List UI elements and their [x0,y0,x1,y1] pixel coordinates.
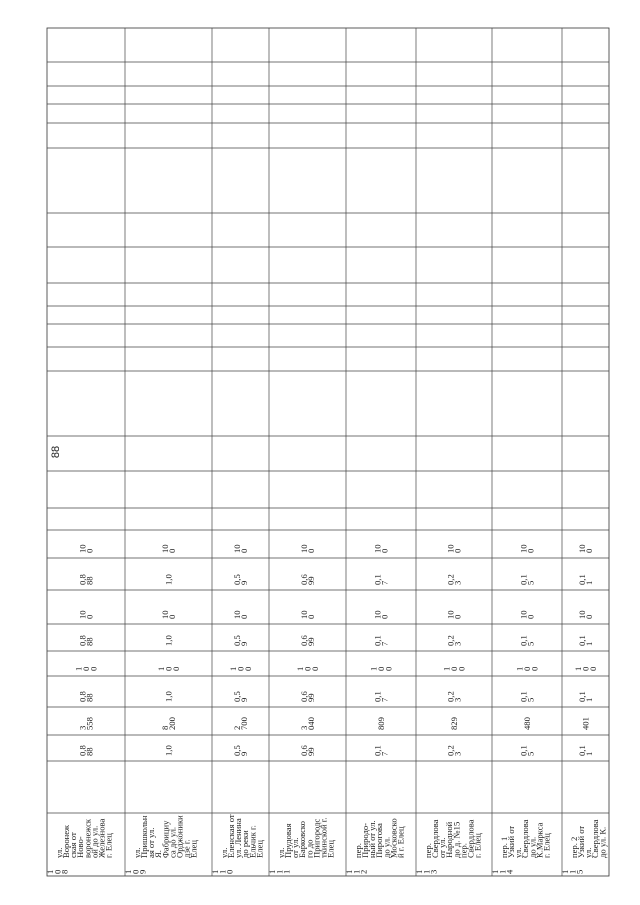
cell-value: 10 [159,544,170,553]
cell-value: 10 [445,610,456,619]
cell-value: 0 [302,666,313,671]
cell-value: 1 [441,666,452,671]
cell-value: 0,5 [231,635,242,646]
cell-value: 10 [159,610,170,619]
cell-value: 0 [88,666,99,671]
cell-value: 10 [77,610,88,619]
street-description: ный от ул. [367,820,378,858]
cell-value: 1 [73,666,84,671]
row-number: 1 [560,869,570,874]
street-description: Узкий от [506,825,517,858]
street-description: до ул. [381,836,392,858]
cell-value: 1 [156,666,167,671]
cell-value: 0,5 [231,691,242,702]
cell-value: 1 [368,666,379,671]
street-description: пер. 2 [569,836,579,858]
cell-value: 0,6 [298,574,309,585]
cell-value: 0,1 [576,635,587,646]
street-description: ой до ул. [89,825,100,858]
street-description: Прудовая [283,823,294,858]
cell-value: 1,0 [163,745,174,756]
cell-value: 0,1 [518,635,529,646]
street-description: от ул. [437,837,448,858]
row-number: 3 [428,869,439,874]
cell-value: 0,1 [372,691,383,702]
cell-value: 0 [452,614,463,619]
street-description: ул. [219,847,229,858]
row-number: 0 [224,869,235,874]
cell-value: 480 [522,717,532,730]
cell-value: 0,1 [518,574,529,585]
street-description: ул. [583,847,594,858]
row-number: 1 [344,869,354,874]
cell-value: 99 [306,576,317,585]
row-number: 9 [137,869,148,874]
street-description: Я. [153,850,164,858]
street-description: воронежск [82,818,93,858]
street-description: пер. 1 [499,836,509,858]
cell-value: 1,0 [163,691,174,702]
cell-value: 3 [452,641,463,646]
cell-value: 0,8 [77,574,88,585]
cell-value: 5 [525,697,536,702]
street-description: Природо- [360,823,371,858]
cell-value: 1,0 [163,635,174,646]
cell-value: 0 [452,548,463,553]
cell-value: 829 [449,717,459,730]
cell-value: 0 [170,666,181,671]
cell-value: 0 [306,614,317,619]
cell-value: 1 [295,666,306,671]
cell-value: 0 [379,614,390,619]
row-number: 1 [210,869,220,874]
cell-value: 7 [379,697,390,702]
row-number: 1 [281,869,292,874]
street-description: Пирогова [374,823,385,858]
cell-value: 10 [231,544,242,553]
street-description: ул. [54,847,64,858]
cell-value: 0 [456,666,467,671]
street-description: Барковско [297,821,308,858]
cell-value: 99 [306,747,317,756]
cell-value: 10 [298,544,309,553]
cell-value: 10 [576,610,587,619]
cell-value: 10 [576,544,587,553]
cell-value: 0,8 [77,745,88,756]
cell-value: 0,2 [445,691,456,702]
cell-value: 0 [81,666,91,671]
cell-value: 200 [167,717,178,730]
cell-value: 0,5 [231,745,242,756]
street-description: г. Елец [541,833,552,858]
cell-value: 88 [84,747,95,756]
street-description: пер. [423,843,433,858]
row-number: 1 [414,869,424,874]
row-number: 8 [59,869,70,874]
cell-value: 8 [159,725,170,730]
street-description: ткинской г. [318,817,329,858]
street-description: Свердлова [520,819,531,858]
cell-value: 0 [242,666,253,671]
cell-value: 0 [383,666,394,671]
street-description: до ул. [527,836,538,858]
street-description: й г. Елец [395,826,406,858]
cell-value: 5 [525,751,536,756]
street-description: Свердлова [465,819,476,858]
cell-value: 0 [167,614,178,619]
cell-value: 0 [84,548,95,553]
street-description: от ул. [290,837,301,858]
cell-value: 7 [379,751,390,756]
street-description: Пришкольн [139,815,150,858]
page-number: 88 [50,445,62,459]
row-number: 1 [123,869,133,874]
cell-value: 10 [518,544,529,553]
cell-value: 1,0 [163,574,174,585]
cell-value: 0,5 [231,574,242,585]
row-number: 1 [45,869,55,874]
street-description: ая от ул. [146,827,157,858]
row-number: 1 [567,869,578,874]
street-description: Свердлова [590,819,601,858]
street-description: К.Маркса [534,822,545,858]
cell-value: 1 [584,580,595,585]
street-description: Елец [325,840,336,858]
cell-value: 3 [452,697,463,702]
row-number: 1 [217,869,228,874]
cell-value: 88 [84,637,95,646]
cell-value: 0 [580,666,591,671]
cell-value: 1 [584,751,595,756]
street-description: Узкий от [576,825,587,858]
street-description: дзе г. [181,839,192,858]
cell-value: 1 [573,666,584,671]
cell-value: 0,6 [298,745,309,756]
cell-value: 1 [584,697,595,702]
row-number: 4 [504,869,515,874]
street-description: Московско [388,818,399,858]
cell-value: 0,8 [77,635,88,646]
cell-value: 7 [379,580,390,585]
cell-value: 99 [306,637,317,646]
street-description: Елец [188,840,199,858]
cell-value: 0,2 [445,745,456,756]
cell-value: 700 [239,717,250,730]
row-number: 1 [267,869,277,874]
cell-value: 0 [449,666,459,671]
row-number: 2 [358,869,369,874]
cell-value: 0 [587,666,598,671]
street-description: до д. №15 [451,821,462,858]
cell-value: 3 [452,751,463,756]
cell-value: 040 [306,717,317,730]
cell-value: 0 [379,548,390,553]
cell-value: 0 [525,548,536,553]
cell-value: 0 [84,614,95,619]
street-description: Воронеж [61,825,72,858]
cell-value: 88 [84,693,95,702]
cell-value: 1 [584,641,595,646]
street-description: ул. [132,847,142,858]
street-description: Еленская от [226,814,237,858]
cell-value: 5 [525,580,536,585]
street-description: Ельчик г. [247,825,258,858]
cell-value: 1 [514,666,525,671]
cell-value: 809 [376,717,386,730]
cell-value: 0 [239,614,250,619]
cell-value: 3 [452,580,463,585]
cell-value: 0,1 [576,691,587,702]
cell-value: 9 [239,580,250,585]
cell-value: 0 [529,666,540,671]
cell-value: 401 [580,717,591,730]
cell-value: 7 [379,641,390,646]
street-description: до ул. К. [597,826,608,858]
street-description: пер. [353,843,363,858]
cell-value: 10 [518,610,529,619]
street-description: Фабрициу [160,820,171,858]
cell-value: 9 [239,641,250,646]
street-description: пер. [458,843,469,858]
cell-value: 0,2 [445,574,456,585]
cell-value: 3 [298,725,309,730]
cell-value: 0,8 [77,691,88,702]
street-description: Железнова [96,818,107,858]
cell-value: 3 [77,725,88,730]
cell-value: 0,1 [372,745,383,756]
cell-value: 1 [228,666,239,671]
cell-value: 0,1 [372,574,383,585]
cell-value: 0,1 [518,691,529,702]
cell-value: 0 [584,614,595,619]
street-description: до реки [240,830,251,858]
street-description: ул. [513,847,524,858]
cell-value: 0 [522,666,532,671]
street-description: Елец [254,840,265,858]
cell-value: 0 [239,548,250,553]
cell-value: 0 [525,614,536,619]
street-description: г. Елец [472,833,483,858]
cell-value: 558 [84,717,95,730]
street-description: г. Елец [103,833,114,858]
row-number: 1 [497,869,508,874]
cell-value: 0,2 [445,635,456,646]
cell-value: 2 [231,725,242,730]
row-number: 0 [130,869,141,874]
cell-value: 0,1 [518,745,529,756]
street-description: го до [304,839,315,858]
cell-value: 99 [306,693,317,702]
cell-value: 10 [77,544,88,553]
cell-value: 9 [239,697,250,702]
cell-value: 0 [584,548,595,553]
row-number: 5 [574,869,585,874]
cell-value: 0 [163,666,174,671]
street-description: Пригородс [311,818,322,858]
cell-value: 88 [84,576,95,585]
cell-value: 5 [525,641,536,646]
cell-value: 0,1 [576,745,587,756]
street-description: Народной [444,821,455,858]
cell-value: 10 [231,610,242,619]
street-description: Ново- [75,836,86,858]
street-description: ул. Ленина [233,818,244,858]
cell-value: 0 [309,666,320,671]
street-description: Свердлова [430,819,441,858]
cell-value: 0,1 [576,574,587,585]
row-number: 0 [52,869,63,874]
cell-value: 10 [372,610,383,619]
cell-value: 0,6 [298,691,309,702]
cell-value: 10 [445,544,456,553]
cell-value: 9 [239,751,250,756]
table-content [45,544,607,874]
row-number: 1 [490,869,500,874]
street-description: ская от [68,832,79,858]
cell-value: 0,6 [298,635,309,646]
street-description: ул. [276,847,286,858]
cell-value: 0 [376,666,386,671]
cell-value: 0 [235,666,246,671]
cell-value: 0,1 [372,635,383,646]
row-number: 1 [351,869,362,874]
cell-value: 10 [298,610,309,619]
street-description: Орджоники [174,815,185,858]
street-description: са до ул. [167,826,178,858]
row-number: 1 [274,869,285,874]
cell-value: 0 [306,548,317,553]
cell-value: 0 [167,548,178,553]
row-number: 1 [421,869,432,874]
cell-value: 10 [372,544,383,553]
